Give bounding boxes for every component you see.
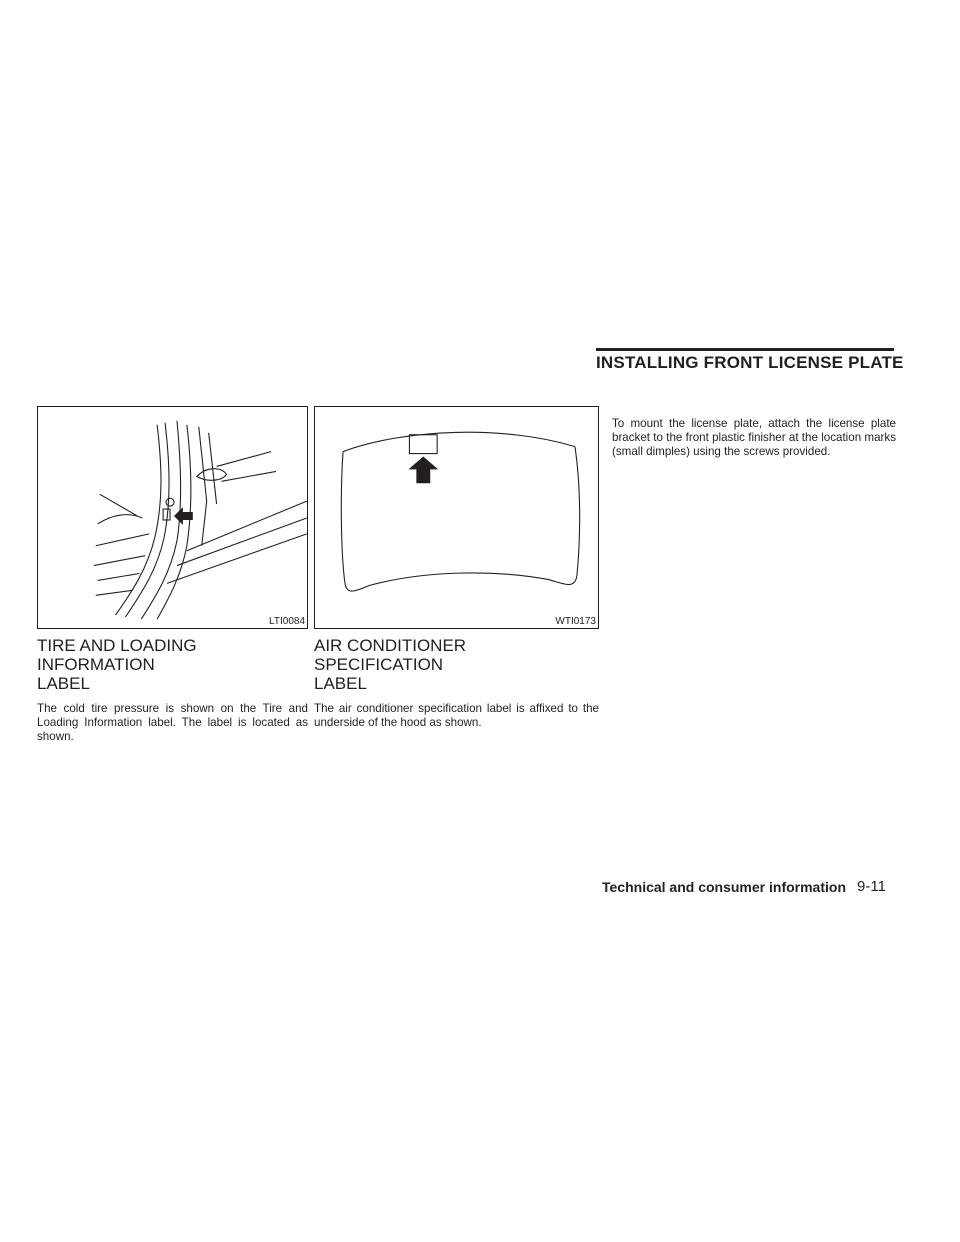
tire-label-body: The cold tire pressure is shown on the Tire and Loading Information label. The label is located as shown. [37,702,308,744]
license-plate-body: To mount the license plate, attach the license plate bracket to the front plastic finisher at the location marks (small dimples) using the screws provided. [612,417,896,459]
tire-label-figure [37,406,308,629]
section-rule [596,348,894,351]
pointer-arrow-icon [408,457,438,484]
hood-underside-illustration [315,407,598,628]
footer-chapter: Technical and consumer information [602,879,847,895]
ac-label-figure [314,406,599,629]
tire-label-section [37,636,308,745]
tire-label-heading [37,636,308,693]
figure-code: LTI0084 [269,616,305,627]
heading-line-1: AIR CONDITIONER SPECIFICATION [314,636,467,674]
door-pillar-illustration [38,407,307,628]
section-title: INSTALLING FRONT LICENSE PLATE [596,353,904,372]
figure-code: WTI0173 [555,616,596,627]
ac-label-heading [314,636,599,693]
ac-label-section [314,636,599,730]
license-plate-section [612,417,896,460]
heading-line-2: LABEL [37,674,90,693]
heading-line-1: TIRE AND LOADING INFORMATION [37,636,197,674]
ac-label-body: The air conditioner specification label is affixed to the underside of the hood as shown. [314,702,599,730]
footer-page-number: 9-11 [857,878,886,895]
heading-line-2: LABEL [314,674,367,693]
